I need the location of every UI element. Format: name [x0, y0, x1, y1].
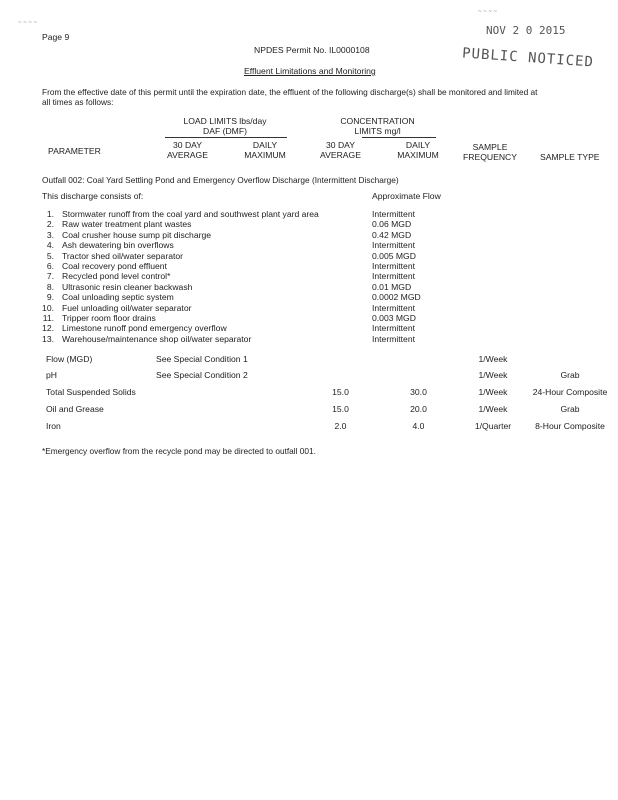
- conc-30day-average: AVERAGE: [320, 150, 361, 160]
- source-flow: 0.0002 MGD: [372, 292, 421, 303]
- param-name: Flow (MGD): [46, 354, 93, 364]
- param-note: See Special Condition 2: [156, 370, 248, 380]
- section-title: Effluent Limitations and Monitoring: [244, 66, 376, 76]
- param-sample-type: Grab: [560, 404, 580, 414]
- load-daily-maximum: MAXIMUM: [244, 150, 286, 160]
- concentration-header: CONCENTRATION: [340, 116, 415, 126]
- source-number: 1.: [46, 209, 54, 219]
- param-sample-frequency: 1/Quarter: [474, 421, 512, 431]
- conc-30day-header: 30 DAY: [326, 140, 355, 150]
- param-name: pH: [46, 370, 57, 380]
- sample-frequency-label: FREQUENCY: [463, 152, 517, 162]
- source-number: 2.: [46, 219, 54, 230]
- page-label: Page 9: [42, 32, 70, 42]
- concentration-unit: LIMITS mg/l: [354, 126, 401, 136]
- corner-mark: ~ ~ ~ ~: [18, 20, 38, 26]
- sample-type-header: SAMPLE TYPE: [540, 152, 600, 162]
- concentration-rule: [362, 137, 436, 138]
- source-name: Warehouse/maintenance shop oil/water separator: [62, 333, 252, 344]
- param-daily-maximum: 20.0: [410, 404, 427, 414]
- source-flow: Intermittent: [372, 261, 415, 271]
- source-number: 11.: [42, 313, 54, 323]
- source-flow: Intermittent: [372, 323, 415, 334]
- param-30day-average: 2.0: [334, 421, 347, 431]
- source-number: 8.: [46, 281, 54, 292]
- intro-line-1: From the effective date of this permit until the expiration date, the effluent of the following discharge(s) shall be monitored and limited at: [42, 87, 538, 97]
- corner-mark-right: ~ ~ ~ ~: [478, 9, 498, 15]
- source-name: Ultrasonic resin cleaner backwash: [62, 281, 193, 292]
- load-limits-unit: DAF (DMF): [203, 126, 247, 136]
- source-flow: 0.42 MGD: [372, 229, 412, 240]
- source-flow: 0.003 MGD: [372, 313, 416, 323]
- source-flow: Intermittent: [372, 209, 415, 219]
- source-number: 5.: [46, 250, 54, 261]
- outfall-title: Outfall 002: Coal Yard Settling Pond and Emergency Overflow Discharge (Intermittent Discharge): [42, 175, 399, 185]
- param-note: See Special Condition 1: [156, 354, 248, 364]
- source-name: Coal crusher house sump pit discharge: [62, 229, 212, 240]
- sample-frequency-header: SAMPLE: [472, 142, 508, 152]
- param-sample-type: 8-Hour Composite: [535, 421, 605, 431]
- source-number: 4.: [46, 240, 54, 251]
- param-name: Total Suspended Solids: [46, 387, 136, 397]
- source-number: 9.: [46, 292, 54, 303]
- param-name: Iron: [46, 421, 61, 431]
- source-name: Limestone runoff pond emergency overflow: [62, 323, 227, 334]
- source-flow: Intermittent: [372, 333, 415, 344]
- source-name: Tripper room floor drains: [62, 313, 156, 323]
- source-flow: 0.06 MGD: [372, 219, 412, 230]
- param-30day-average: 15.0: [332, 387, 349, 397]
- source-flow: Intermittent: [372, 240, 415, 251]
- param-daily-maximum: 4.0: [412, 421, 425, 431]
- source-name: Coal unloading septic system: [62, 292, 174, 303]
- source-name: Stormwater runoff from the coal yard and southwest plant yard area: [62, 209, 319, 219]
- param-sample-frequency: 1/Week: [478, 387, 508, 397]
- source-number: 6.: [46, 261, 54, 271]
- stamp-date: NOV 2 0 2015: [486, 24, 566, 37]
- load-30day-average: AVERAGE: [167, 150, 208, 160]
- load-limits-header: LOAD LIMITS lbs/day: [183, 116, 267, 126]
- source-name: Raw water treatment plant wastes: [62, 219, 192, 230]
- source-flow: 0.005 MGD: [372, 250, 416, 261]
- source-number: 7.: [46, 271, 54, 282]
- source-flow: 0.01 MGD: [372, 281, 412, 292]
- source-flow: Intermittent: [372, 271, 415, 282]
- param-sample-frequency: 1/Week: [478, 404, 508, 414]
- param-sample-type: Grab: [560, 370, 580, 380]
- param-sample-frequency: 1/Week: [478, 354, 508, 364]
- source-number: 13.: [42, 333, 54, 344]
- source-number: 12.: [42, 323, 54, 334]
- approximate-flow-label: Approximate Flow: [372, 191, 441, 201]
- discharge-consists: This discharge consists of:: [42, 191, 144, 201]
- permit-number: NPDES Permit No. IL0000108: [254, 45, 370, 55]
- param-daily-maximum: 30.0: [410, 387, 427, 397]
- param-sample-frequency: 1/Week: [478, 370, 508, 380]
- intro-line-2: all times as follows:: [42, 97, 114, 107]
- conc-daily-maximum: MAXIMUM: [397, 150, 439, 160]
- load-daily-header: DAILY: [252, 140, 278, 150]
- source-number: 3.: [46, 229, 54, 240]
- parameter-header: PARAMETER: [48, 146, 101, 156]
- load-limits-rule: [165, 137, 287, 138]
- source-flow: Intermittent: [372, 302, 415, 313]
- source-name: Fuel unloading oil/water separator: [62, 302, 192, 313]
- param-30day-average: 15.0: [332, 404, 349, 414]
- footnote: *Emergency overflow from the recycle pond may be directed to outfall 001.: [42, 446, 316, 456]
- source-number: 10.: [42, 302, 54, 313]
- source-name: Coal recovery pond effluent: [62, 261, 167, 271]
- conc-daily-header: DAILY: [405, 140, 431, 150]
- param-name: Oil and Grease: [46, 404, 104, 414]
- public-noticed-stamp: PUBLIC NOTICED: [461, 45, 595, 71]
- source-name: Tractor shed oil/water separator: [62, 250, 184, 261]
- source-name: Ash dewatering bin overflows: [62, 240, 174, 251]
- load-30day-header: 30 DAY: [173, 140, 202, 150]
- param-sample-type: 24-Hour Composite: [532, 387, 608, 397]
- source-name: Recycled pond level control*: [62, 271, 171, 282]
